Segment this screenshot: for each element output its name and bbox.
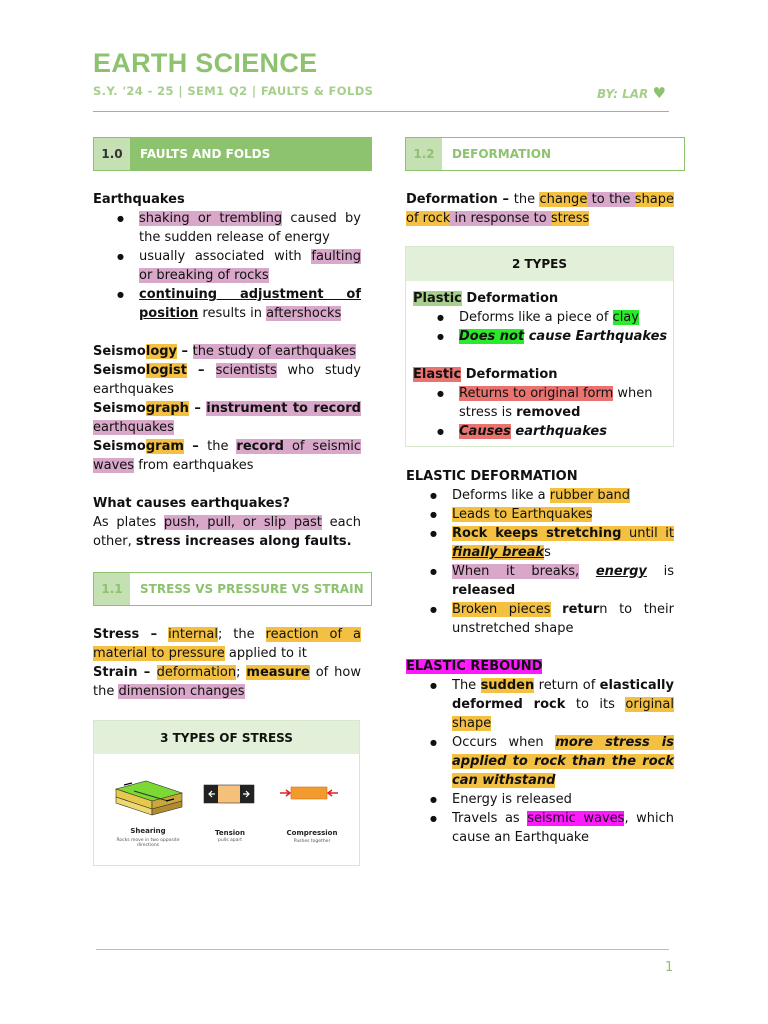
text: Travels as bbox=[452, 811, 528, 826]
highlight: to the bbox=[587, 192, 635, 207]
earthquakes-list bbox=[93, 209, 361, 323]
list-item bbox=[406, 790, 674, 809]
seismology-def bbox=[93, 342, 361, 361]
highlight: Leads to Earthquakes bbox=[452, 507, 593, 522]
list-item bbox=[406, 733, 674, 790]
text: released bbox=[452, 583, 516, 598]
elastic-deformation-list bbox=[406, 486, 674, 638]
section-heading-faults-and-folds bbox=[93, 137, 372, 171]
highlight: record bbox=[236, 439, 284, 454]
highlight: When it breaks, bbox=[452, 564, 580, 579]
text: the bbox=[207, 439, 237, 454]
section-label: DEFORMATION bbox=[452, 147, 551, 161]
list-item bbox=[406, 676, 674, 733]
text: stress increases along faults. bbox=[135, 534, 352, 549]
highlight: reaction of a material to pressure bbox=[93, 627, 361, 661]
list-item bbox=[406, 809, 674, 847]
highlight: gram bbox=[145, 439, 184, 454]
elastic-deformation-block bbox=[406, 467, 674, 847]
highlight: seismic waves bbox=[527, 811, 625, 826]
footer-divider bbox=[96, 949, 669, 950]
earthquakes-block bbox=[93, 190, 361, 551]
list-item bbox=[93, 285, 361, 323]
highlight: stress bbox=[550, 211, 590, 226]
text: Deforms like a piece of bbox=[459, 310, 613, 325]
section-heading-stress-vs-pressure bbox=[93, 572, 372, 606]
byline bbox=[597, 84, 666, 102]
text: the bbox=[513, 192, 540, 207]
list-item bbox=[406, 600, 674, 638]
text: caused by the sudden release of energy bbox=[139, 211, 361, 245]
highlight: Broken pieces bbox=[452, 602, 551, 617]
tension-caption: pulls apart bbox=[218, 838, 242, 843]
earthquakes-heading: Earthquakes bbox=[93, 192, 185, 207]
header-divider bbox=[93, 111, 669, 112]
highlight: until it bbox=[621, 526, 674, 541]
text: – bbox=[186, 363, 216, 378]
stress-strain-block bbox=[93, 625, 361, 701]
text: who study earthquakes bbox=[93, 363, 361, 397]
section-label: STRESS VS PRESSURE VS STRAIN bbox=[140, 582, 364, 596]
page-subtitle: S.Y. '24 - 25 | SEM1 Q2 | FAULTS & FOLDS bbox=[93, 84, 374, 98]
strain-def bbox=[93, 663, 361, 701]
compression-label: Compression bbox=[286, 829, 338, 837]
highlight: logy bbox=[145, 344, 178, 359]
shearing-label: Shearing bbox=[130, 827, 166, 835]
highlight: scientists bbox=[215, 363, 277, 378]
text: , which cause an Earthquake bbox=[452, 811, 675, 845]
text: n to their unstretched shape bbox=[452, 602, 674, 636]
highlight: dimension changes bbox=[118, 684, 245, 699]
highlight: graph bbox=[145, 401, 189, 416]
list-item bbox=[406, 505, 674, 524]
text: As plates bbox=[93, 515, 164, 530]
text: applied to it bbox=[224, 646, 307, 661]
section-number: 1.1 bbox=[94, 573, 130, 605]
elastic-deformation-heading: ELASTIC DEFORMATION bbox=[406, 469, 578, 484]
highlight: measure bbox=[246, 665, 310, 680]
text: retur bbox=[562, 602, 600, 617]
highlight: in response to bbox=[450, 211, 551, 226]
highlight: Plastic bbox=[413, 291, 462, 306]
text: usually associated with bbox=[139, 249, 312, 264]
highlight: ELASTIC REBOUND bbox=[406, 659, 543, 674]
highlight: Does not bbox=[459, 329, 525, 344]
highlight: logist bbox=[145, 363, 187, 378]
text: from earthquakes bbox=[134, 458, 254, 473]
text bbox=[551, 602, 563, 617]
highlight: original shape bbox=[452, 697, 674, 731]
page-title: EARTH SCIENCE bbox=[93, 48, 318, 78]
highlight: of seismic waves bbox=[93, 439, 362, 473]
text: Deformation – bbox=[406, 192, 514, 207]
highlight: Rock keeps stretching bbox=[452, 526, 622, 541]
deformation-types-box bbox=[405, 246, 674, 447]
question-answer bbox=[93, 513, 361, 551]
highlight: Elastic bbox=[413, 367, 462, 382]
list-item bbox=[406, 524, 674, 562]
text: Strain – bbox=[93, 665, 157, 680]
highlight: more stress is applied to rock than the rock can withstand bbox=[452, 735, 674, 788]
highlight: shape of rock bbox=[406, 192, 674, 226]
elastic-heading bbox=[413, 365, 669, 384]
seismogram-def bbox=[93, 437, 361, 475]
highlight: deformation bbox=[156, 665, 237, 680]
text: Stress – bbox=[93, 627, 158, 642]
list-item bbox=[413, 327, 669, 346]
text: earthquakes bbox=[510, 424, 607, 439]
highlight: shaking or trembling bbox=[139, 211, 283, 226]
elastic-list bbox=[413, 384, 669, 441]
deformation-types-title: 2 TYPES bbox=[406, 247, 673, 281]
tension-label: Tension bbox=[215, 829, 245, 837]
text: Deformation bbox=[461, 291, 559, 306]
list-item bbox=[406, 562, 674, 600]
text: ; bbox=[236, 665, 247, 680]
highlight: earthquakes bbox=[93, 420, 174, 435]
text: each other, bbox=[93, 515, 361, 549]
text: Seismo bbox=[93, 401, 146, 416]
text: continuing adjustment of position bbox=[139, 287, 361, 321]
shearing-caption: Rocks move in two opposite directions bbox=[116, 838, 180, 848]
list-item bbox=[93, 209, 361, 247]
text: elastically deformed rock bbox=[452, 678, 674, 712]
text: ; the bbox=[217, 627, 266, 642]
text: – bbox=[183, 439, 208, 454]
text: energy bbox=[595, 564, 647, 579]
deformation-definition bbox=[406, 190, 674, 228]
text bbox=[157, 627, 168, 642]
highlight: the study of earthquakes bbox=[192, 344, 356, 359]
highlight: change bbox=[539, 192, 588, 207]
stress-types-title: 3 TYPES OF STRESS bbox=[94, 721, 359, 754]
highlight: sudden bbox=[480, 678, 535, 693]
compression-diagram bbox=[280, 787, 338, 799]
question-heading: What causes earthquakes? bbox=[93, 496, 290, 511]
section-heading-deformation bbox=[405, 137, 685, 171]
list-item bbox=[413, 308, 669, 327]
text: Energy is released bbox=[452, 792, 572, 807]
plastic-list bbox=[413, 308, 669, 346]
stress-types-box bbox=[93, 720, 360, 866]
highlight: internal bbox=[168, 627, 218, 642]
stress-types-diagram bbox=[94, 755, 359, 865]
text: Deformation bbox=[461, 367, 558, 382]
text: of how the bbox=[93, 665, 361, 699]
section-number: 1.2 bbox=[406, 138, 442, 170]
text: removed bbox=[516, 405, 581, 420]
text: return of bbox=[534, 678, 600, 693]
section-label: FAULTS AND FOLDS bbox=[140, 147, 271, 161]
byline-text: BY: LAR bbox=[597, 87, 649, 101]
compression-caption: Pushes together bbox=[293, 839, 331, 844]
seismograph-def bbox=[93, 399, 361, 437]
highlight: push, pull, or slip past bbox=[163, 515, 322, 530]
elastic-rebound-list bbox=[406, 676, 674, 847]
highlight: Causes bbox=[459, 424, 511, 439]
list-item bbox=[413, 422, 669, 441]
highlight: instrument to record bbox=[206, 401, 361, 416]
plastic-heading bbox=[413, 289, 669, 308]
text: Seismo bbox=[93, 344, 146, 359]
text: Seismo bbox=[93, 363, 146, 378]
text: – bbox=[188, 401, 207, 416]
list-item bbox=[413, 384, 669, 422]
highlight: rubber band bbox=[549, 488, 631, 503]
highlight: finally break bbox=[452, 545, 545, 560]
list-item bbox=[406, 486, 674, 505]
page-number: 1 bbox=[665, 960, 674, 975]
highlight: faulting or breaking of rocks bbox=[139, 249, 361, 283]
list-item bbox=[93, 247, 361, 285]
text: Seismo bbox=[93, 439, 146, 454]
text: s bbox=[544, 545, 551, 560]
text: The bbox=[452, 678, 481, 693]
deformation-types-content bbox=[413, 289, 669, 441]
text: Occurs when bbox=[452, 735, 556, 750]
text: results in bbox=[198, 306, 267, 321]
section-number: 1.0 bbox=[94, 138, 130, 170]
text: – bbox=[177, 344, 193, 359]
shearing-diagram bbox=[116, 781, 182, 815]
text: to its bbox=[565, 697, 626, 712]
text: is bbox=[646, 564, 674, 579]
text bbox=[579, 564, 596, 579]
text: when stress is bbox=[459, 386, 653, 420]
elastic-rebound-heading bbox=[406, 657, 674, 676]
highlight: Returns to original form bbox=[459, 386, 614, 401]
highlight: clay bbox=[612, 310, 639, 325]
seismologist-def bbox=[93, 361, 361, 399]
heart-icon: ♥ bbox=[652, 84, 666, 102]
text: cause Earthquakes bbox=[524, 329, 668, 344]
highlight: aftershocks bbox=[266, 306, 342, 321]
text: Deforms like a bbox=[452, 488, 550, 503]
stress-def bbox=[93, 625, 361, 663]
tension-diagram bbox=[204, 785, 254, 803]
